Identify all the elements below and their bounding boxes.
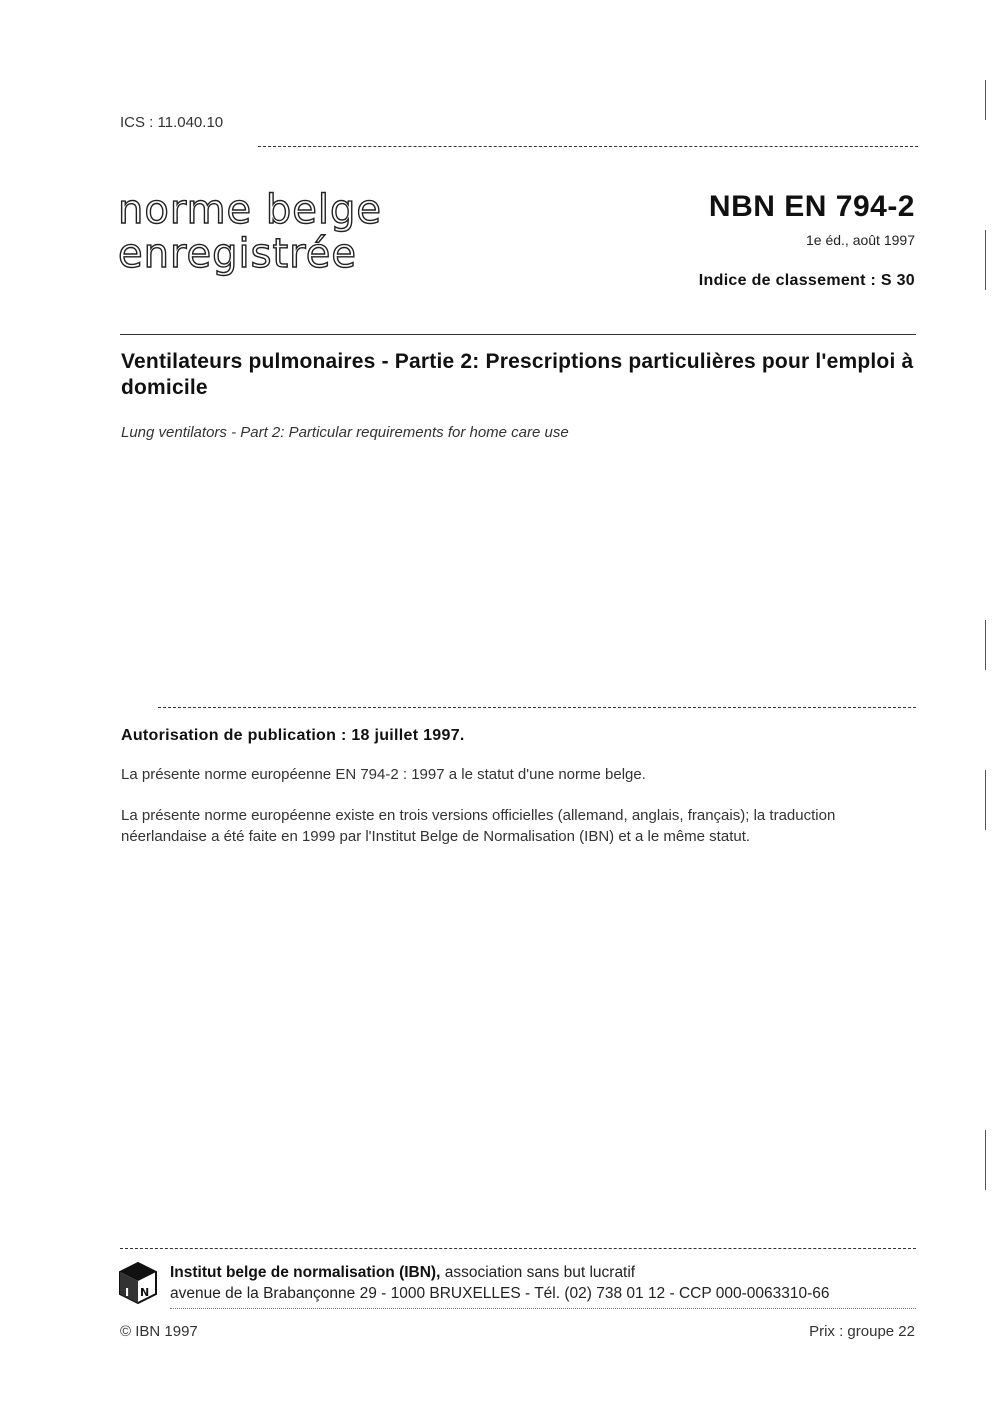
copyright: © IBN 1997 [120, 1323, 198, 1340]
header-rule-top [258, 146, 918, 147]
svg-text:N: N [140, 1286, 150, 1299]
institute-line [170, 1264, 635, 1282]
enregistree-title: enregistrée [118, 231, 357, 277]
footer-rule-top [120, 1248, 916, 1249]
title-rule-top [120, 334, 916, 335]
institute-address: avenue de la Brabançonne 29 - 1000 BRUXELLES - Tél. (02) 738 01 12 - CCP 000-0063310-66 [170, 1285, 830, 1302]
status-paragraph: La présente norme européenne EN 794-2 : 1997 a le statut d'une norme belge. [121, 766, 646, 783]
ibn-logo [118, 1262, 158, 1304]
institute-name: Institut belge de normalisation (IBN), [170, 1264, 441, 1281]
edition-date: 1e éd., août 1997 [806, 232, 915, 248]
classification-index: Indice de classement : S 30 [698, 272, 915, 289]
body-rule-top [158, 707, 916, 708]
standard-number: NBN EN 794-2 [708, 190, 915, 223]
footer-rule-bottom [170, 1308, 916, 1309]
scan-edge-mark [985, 1130, 986, 1190]
institute-type: association sans but lucratif [440, 1264, 636, 1281]
scan-edge-mark [985, 230, 986, 290]
document-title-fr: Ventilateurs pulmonaires - Partie 2: Prescriptions particulières pour l'emploi à domicile [121, 350, 914, 399]
price-group: Prix : groupe 22 [809, 1323, 915, 1340]
ics-code: ICS : 11.040.10 [120, 114, 224, 131]
norme-belge-title: norme belge [118, 187, 382, 233]
svg-text:I: I [125, 1286, 130, 1299]
document-title-en: Lung ventilators - Part 2: Particular requirements for home care use [121, 424, 569, 441]
scan-edge-mark [985, 620, 986, 670]
scan-edge-mark [985, 80, 986, 120]
publication-authorization: Autorisation de publication : 18 juillet 1997. [121, 727, 465, 744]
scan-edge-mark [985, 770, 986, 830]
versions-paragraph: La présente norme européenne existe en trois versions officielles (allemand, anglais, français); la traduction néerlandaise a été faite en 1999 par l'Institut Belge de Normalisation (IBN) et a le même statut. [121, 807, 836, 845]
